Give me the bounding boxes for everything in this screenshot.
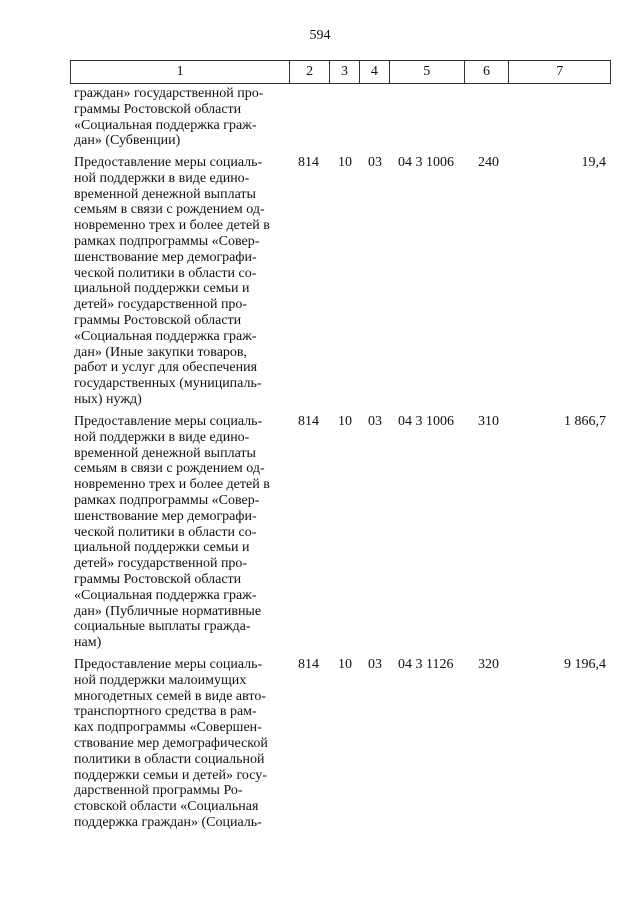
row-expense-type: 240 (478, 155, 499, 170)
header-col-3: 3 (330, 61, 360, 83)
row-target-code: 04 3 1006 (398, 414, 454, 429)
row-subsection-code: 03 (368, 414, 382, 429)
row-description: граждан» государственной про- граммы Ростовской области «Социальная поддержка граж- дан» (Субвенции) (74, 86, 264, 149)
row-amount: 19,4 (581, 155, 606, 170)
header-col-5: 5 (390, 61, 465, 83)
row-description: Предоставление меры социаль- ной поддержки в виде едино- временной денежной выплаты семьям в связи с рождением од- новременно трех и более детей в рамках подпрограммы «Совер- шенствование мер демографи- ческой политики в области со- циальной поддержки семьи и детей» государственной про- граммы Ростовской области «Социальная поддержка граж- дан» (Иные закупки товаров, работ и услуг для обеспечения государственных (муниципаль- ных) нужд) (74, 155, 270, 407)
table-header (70, 60, 611, 84)
header-col-4: 4 (360, 61, 390, 83)
row-section-code: 10 (338, 657, 352, 672)
header-col-1: 1 (71, 61, 290, 83)
row-section-code: 10 (338, 414, 352, 429)
header-col-6: 6 (465, 61, 510, 83)
row-target-code: 04 3 1126 (398, 657, 454, 672)
page-number: 594 (309, 28, 331, 43)
row-amount: 1 866,7 (564, 414, 606, 429)
row-subsection-code: 03 (368, 657, 382, 672)
row-description: Предоставление меры социаль- ной поддержки малоимущих многодетных семей в виде авто- транспортного средства в рам- ках подпрограммы «Совершен- ствование мер демографической политики в области социальной поддержки семьи и детей» госу- дарственной программы Ро- стовской области «Социальная поддержка граждан» (Социаль- (74, 657, 268, 830)
header-col-2: 2 (290, 61, 330, 83)
row-target-code: 04 3 1006 (398, 155, 454, 170)
row-subsection-code: 03 (368, 155, 382, 170)
row-section-code: 10 (338, 155, 352, 170)
row-expense-type: 310 (478, 414, 499, 429)
row-description: Предоставление меры социаль- ной поддержки в виде едино- временной денежной выплаты семьям в связи с рождением од- новременно трех и более детей в рамках подпрограммы «Совер- шенствование мер демографи- ческой политики в области со- циальной поддержки семьи и детей» государственной про- граммы Ростовской области «Социальная поддержка граж- дан» (Публичные нормативные социальные выплаты гражда- нам) (74, 414, 270, 651)
header-col-7: 7 (556, 64, 564, 79)
row-ministry-code: 814 (298, 657, 319, 672)
row-amount: 9 196,4 (564, 657, 606, 672)
row-ministry-code: 814 (298, 414, 319, 429)
row-ministry-code: 814 (298, 155, 319, 170)
row-expense-type: 320 (478, 657, 499, 672)
